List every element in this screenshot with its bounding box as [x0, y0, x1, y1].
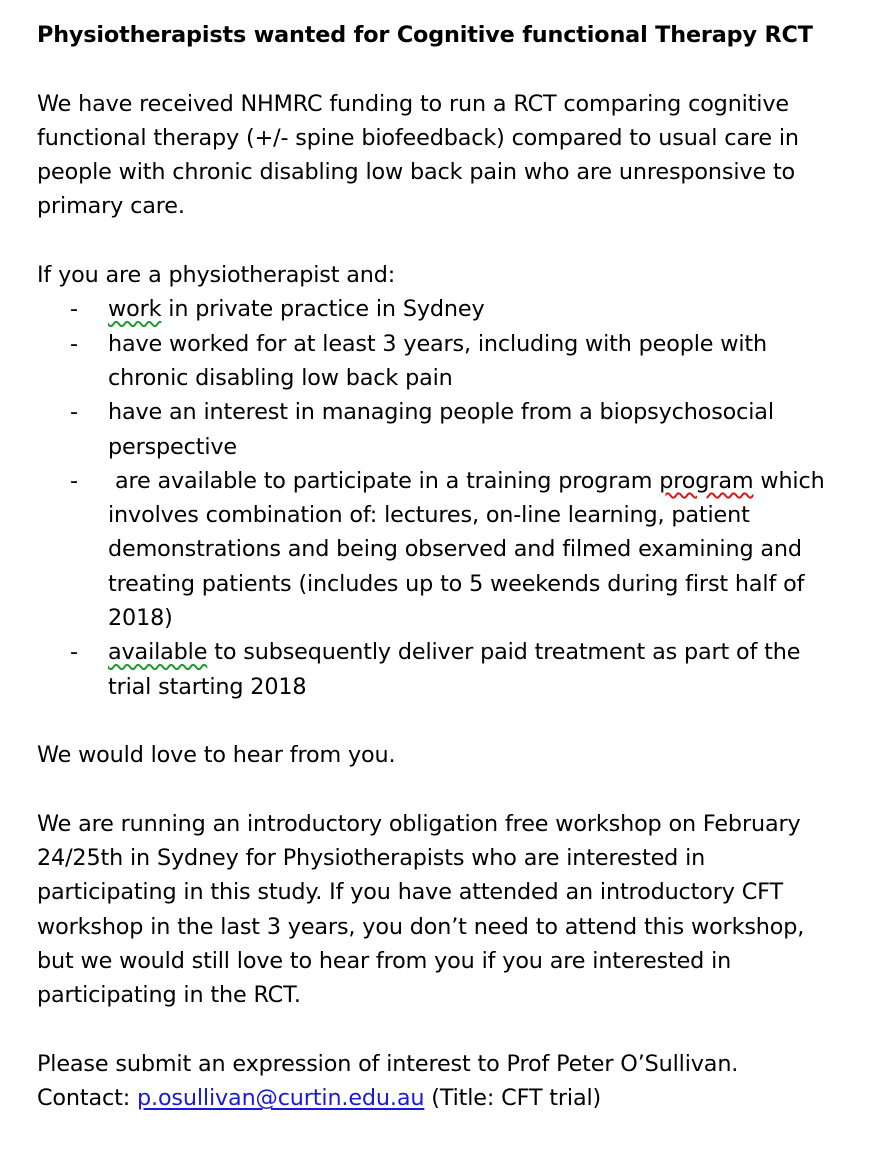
- bullet-dash: -: [70, 639, 78, 666]
- requirement-line: treating patients (includes up to 5 weekends during first half of: [108, 570, 805, 597]
- requirement-line: [108, 292, 874, 326]
- requirements-list: [37, 292, 874, 704]
- requirement-text: which: [753, 467, 825, 494]
- workshop-line: but we would still love to hear from you if you are interested in: [37, 948, 732, 975]
- spelling-flagged-word[interactable]: program: [659, 467, 754, 494]
- requirement-item: [37, 292, 874, 326]
- intro-line: functional therapy (+/- spine biofeedback) compared to usual care in: [37, 124, 799, 151]
- requirement-text: to subsequently deliver paid treatment as part of the: [207, 639, 801, 666]
- intro-line: We have received NHMRC funding to run a RCT comparing cognitive: [37, 90, 789, 117]
- bullet-dash: -: [70, 399, 78, 426]
- intro-paragraph: [37, 87, 874, 224]
- requirement-text: in private practice in Sydney: [161, 296, 485, 323]
- requirement-line: involves combination of: lectures, on-line learning, patient: [108, 502, 750, 529]
- workshop-line: We are running an introductory obligation free workshop on February: [37, 810, 801, 837]
- contact-suffix: (Title: CFT trial): [424, 1085, 602, 1112]
- requirement-line: perspective: [108, 433, 237, 460]
- requirement-text: are available to participate in a training program: [108, 467, 660, 494]
- requirement-line: chronic disabling low back pain: [108, 364, 453, 391]
- requirement-item: [37, 395, 874, 464]
- email-link[interactable]: p.osullivan@curtin.edu.au: [137, 1085, 425, 1112]
- requirement-line: demonstrations and being observed and filmed examining and: [108, 536, 802, 563]
- requirement-line: [108, 464, 874, 498]
- intro-line: primary care.: [37, 193, 185, 220]
- requirement-line: trial starting 2018: [108, 673, 307, 700]
- intro-line: people with chronic disabling low back pain who are unresponsive to: [37, 159, 796, 186]
- grammar-flagged-word[interactable]: work: [108, 296, 162, 323]
- requirement-item: [37, 635, 874, 704]
- workshop-line: workshop in the last 3 years, you don’t need to attend this workshop,: [37, 913, 805, 940]
- workshop-paragraph: [37, 807, 874, 1013]
- workshop-line: 24/25th in Sydney for Physiotherapists who are interested in: [37, 845, 706, 872]
- requirement-line: have an interest in managing people from a biopsychosocial: [108, 399, 774, 426]
- spacer: [37, 52, 874, 86]
- love-to-hear-line: We would love to hear from you.: [37, 742, 396, 769]
- requirement-line: 2018): [108, 605, 173, 632]
- spacer: [37, 773, 874, 807]
- requirements-lead: If you are a physiotherapist and:: [37, 262, 396, 289]
- grammar-flagged-word[interactable]: available: [108, 639, 208, 666]
- requirement-item: [37, 464, 874, 635]
- workshop-line: participating in this study. If you have attended an introductory CFT: [37, 879, 783, 906]
- requirement-line: have worked for at least 3 years, including with people with: [108, 330, 767, 357]
- contact-paragraph: [37, 1047, 874, 1116]
- contact-line: [37, 1081, 874, 1115]
- bullet-dash: -: [70, 330, 78, 357]
- workshop-line: participating in the RCT.: [37, 982, 301, 1009]
- spacer: [37, 224, 874, 258]
- requirement-line: [108, 635, 874, 669]
- document-title: Physiotherapists wanted for Cognitive functional Therapy RCT: [37, 22, 813, 48]
- contact-prefix: Contact:: [37, 1085, 137, 1112]
- bullet-dash: -: [70, 296, 78, 323]
- spacer: [37, 704, 874, 738]
- bullet-dash: -: [70, 467, 78, 494]
- contact-line: Please submit an expression of interest to Prof Peter O’Sullivan.: [37, 1050, 739, 1077]
- spacer: [37, 1013, 874, 1047]
- requirement-item: [37, 327, 874, 396]
